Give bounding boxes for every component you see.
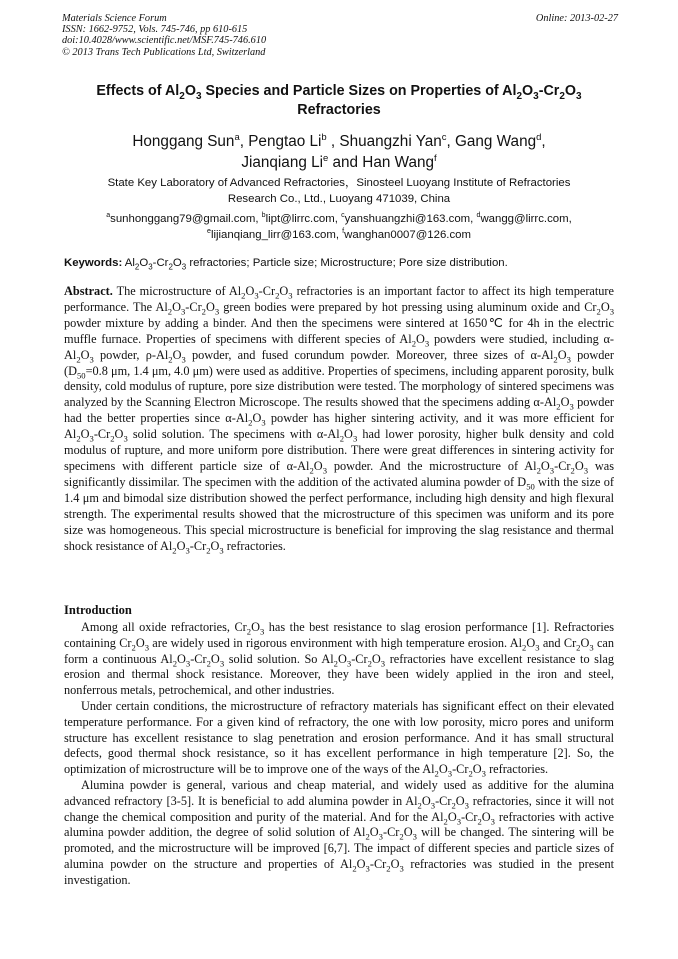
keywords-label: Keywords: xyxy=(64,257,123,269)
email-b: lipt@lirrc.com, xyxy=(265,213,338,225)
keywords: Keywords: $Al_2O_3-Cr_2O_3$ refractories; Particle size; Microstructure; Pore size distribution. xyxy=(64,257,508,272)
paper-title xyxy=(40,82,638,120)
title-line-2: Refractories xyxy=(297,102,381,118)
journal-name: Materials Science Forum xyxy=(62,13,167,24)
copyright: © 2013 Trans Tech Publications Ltd, Switzerland xyxy=(62,46,266,58)
email-d: wangg@lirrc.com, xyxy=(480,213,572,225)
email-a: sunhonggang79@gmail.com, xyxy=(110,213,259,225)
doi: doi:10.4028/www.scientific.net/MSF.745-746.610 xyxy=(62,35,267,47)
email-f: wanghan0007@126.com xyxy=(344,229,471,241)
abstract-label: Abstract. xyxy=(64,284,113,298)
online-date: Online: 2013-02-27 xyxy=(535,13,618,24)
intro-paragraph-2: Under certain conditions, the microstructure of refractory materials has significant effect on their elevated temperature performance. For a given kind of refractory, the one with low porosity, micro pores and uniform structure has excellent resistance to slag penetration and erosion performance. And it has small structural defects, good thermal shock resistance, so it has excellent performance in high temperature [2]. So, the optimization of microstructure will be to improve one of the ways of the $Al_2O_3-Cr_2O_3$ refractories. xyxy=(64,698,614,779)
intro-paragraph-1: Among all oxide refractories, $Cr_2O_3$ has the best resistance to slag erosion performance [1]. Refractories containing $Cr_2O_3$ are widely used in rigorous environment with high temperature erosion. $Al_2O_3$ and $Cr_2O_3$ can form a continuous $Al_2O_3-Cr_2O_3$ solid solution. So $Al_2O_3-Cr_2O_3$ refractories have excellent resistance to slag erosion and thermal shock resistance. Moreover, they have been widely applied in the iron and steel, nonferrous metals, petrochemical, and other industries. xyxy=(64,620,615,698)
author-emails: $^a$sunhonggang79@gmail.com, $^b$lipt@lirrc.com, $^c$yanshuangzhi@163.com, $^d$wangg@lirrc.com, $^e$lijianqiang_lirr@163.com, $^f$wanghan0007@126.com xyxy=(106,212,572,241)
email-e: lijianqiang_lirr@163.com, xyxy=(210,229,339,241)
issn: ISSN: 1662-9752, Vols. 745-746, pp 610-615 xyxy=(62,24,248,36)
introduction-body xyxy=(64,620,614,889)
journal-header xyxy=(62,13,618,58)
email-c: yanshuangzhi@163.com, xyxy=(344,213,474,225)
affiliation: State Key Laboratory of Advanced Refractories，Sinosteel Luoyang Institute of Refractories Research Co., Ltd., Luoyang 471039, China xyxy=(107,177,571,205)
abstract: Abstract. The microstructure of $Al_2O_3-Cr_2O_3$ refractories is an important factor to affect its high temperature performance. The $Al_2O_3-Cr_2O_3$ green bodies were prepared by hot pressing using aluminum oxide and $Cr_2O_3$ powder mixture by adding a binder. And then the specimens were sintered at 1650℃ for 4h in the electric muffle furnace. Properties of specimens with different species of $Al_2O_3$ powders were studied, including $\alpha-Al_2O_3$ powder, $\rho-Al_2O_3$ powder, and fused corundum powder. Moreover, three sizes of $\alpha-Al_2O_3$ powder ($D_{50}=0.8$ μm, 1.4 μm, 4.0 μm) were used as additive. Properties of specimens, including apparent porosity, bulk density, cold modulus of rupture, pore size distribution were tested. The morphology of sintered specimens was analyzed by the Scanning Electron Microscope. The results showed that the specimens adding $\alpha-Al_2O_3$ powder had the better properties since $\alpha-Al_2O_3$ powder has higher sintering activity, and it was more efficient for $Al_2O_3-Cr_2O_3$ solid solution. The specimens with $\alpha-Al_2O_3$ had lower porosity, higher bulk density and cold modulus of rupture, and more uniform pore distribution. There were great differences in sintering activity for specimens with different particle size of $\alpha-Al_2O_3$ powder. And the microstructure of $Al_2O_3-Cr_2O_3$ was significantly dissimilar. The specimen with the addition of the activated alumina powder of $D_{50}$ with the size of 1.4 μm and bimodal size distribution showed the perfect performance, including high density and high flexural strength. The experimental results showed that the microstructure of this specimen was uniform and its pore size was homogeneous. This special microstructure is beneficial for improving the slag resistance and thermal shock resistance of $Al_2O_3-Cr_2O_3$ refractories. xyxy=(64,284,615,555)
author-list: Honggang Sun$^a$, Pengtao Li$^b$ , Shuangzhi Yan$^c$, Gang Wang$^d$, Jianqiang Li$^e$ and Han Wang$^f$ xyxy=(132,131,546,171)
intro-paragraph-3: Alumina powder is general, various and cheap material, and widely used as additive for the alumina advanced refractory [3-5]. It is beneficial to add alumina powder in $Al_2O_3-Cr_2O_3$ refractories, since it will not change the chemical composition and purity of the material. And for the $Al_2O_3-Cr_2O_3$ refractories with active alumina powder addition, the degree of solid solution of $Al_2O_3-Cr_2O_3$ will be changed. The sintering will be promoted, and the microstructure will be improved [6,7]. The impact of different species and particle sizes of alumina powder on the structure and properties of $Al_2O_3-Cr_2O_3$ refractories was studied in the present investigation. xyxy=(64,777,615,887)
section-heading-introduction: Introduction xyxy=(64,603,132,617)
title-line-1: Effects of $Al_2O_3$ Species and Particle Sizes on Properties of $Al_2O_3-Cr_2O_3$ xyxy=(96,83,582,102)
